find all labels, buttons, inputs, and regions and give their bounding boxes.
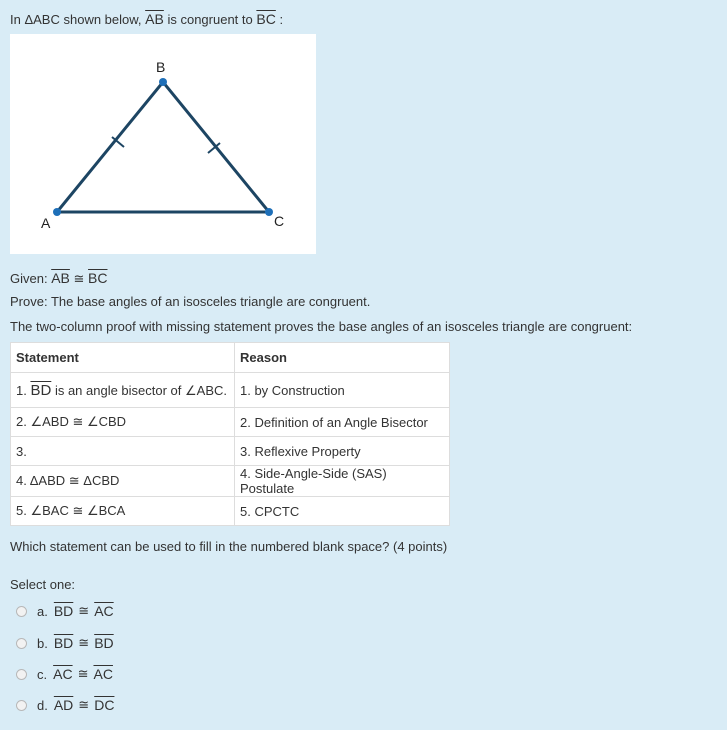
option-left-segment: $\overline{BD}$ (53, 635, 74, 651)
congruent-symbol: ≅ (78, 603, 90, 618)
option-left-segment: $\overline{AD}$ (53, 697, 74, 713)
statement-cell: 2. ∠ABD ≅ ∠CBD (11, 408, 235, 437)
option-letter: a. (37, 603, 48, 619)
label-a: A (41, 215, 51, 231)
question-text: Which statement can be used to fill in the numbered blank space? (4 points) (10, 539, 448, 554)
radio-button-a[interactable] (16, 606, 27, 617)
triangle-diagram (10, 34, 316, 254)
option-right-segment: $\overline{BD}$ (94, 635, 114, 651)
option-b[interactable] (16, 633, 114, 653)
congruent-symbol: ≅ (78, 635, 90, 650)
statement-cell: 4. ΔABD ≅ ΔCBD (11, 466, 235, 497)
option-d[interactable] (16, 695, 114, 715)
segment-bd: $\overline{BD}$ (30, 381, 52, 399)
radio-button-c[interactable] (16, 669, 27, 680)
table-header-row (11, 343, 450, 373)
intro-prefix: In ΔABC shown below, (10, 12, 142, 27)
congruent-symbol: ≅ (78, 697, 90, 712)
option-a[interactable] (16, 601, 114, 621)
option-letter: c. (37, 666, 48, 682)
triangle-figure (10, 34, 316, 254)
intro-segment-bc: $\overline{BC}$ (256, 11, 276, 27)
statement-header: Statement (11, 343, 235, 373)
proof-description: The two-column proof with missing statement proves the base angles of an isosceles triangle are congruent: (10, 319, 633, 334)
label-c: C (274, 213, 285, 229)
option-right-segment: $\overline{AC}$ (93, 666, 113, 682)
table-row (11, 497, 450, 526)
radio-button-d[interactable] (16, 700, 27, 711)
option-letter: d. (37, 697, 48, 713)
given-label: Given: (10, 271, 48, 286)
point-c (265, 208, 273, 216)
proof-table (10, 342, 450, 526)
reason-cell: 2. Definition of an Angle Bisector (235, 408, 450, 437)
table-row (11, 408, 450, 437)
table-row (11, 466, 450, 497)
option-right-segment: $\overline{AC}$ (94, 603, 114, 619)
intro-segment-ab: $\overline{AB}$ (145, 11, 164, 27)
option-c[interactable] (16, 664, 113, 684)
statement-cell: 1. $\overline{BD}$ is an angle bisector of ∠ABC. (11, 373, 235, 408)
intro-text (10, 11, 283, 27)
given-segment-ab: $\overline{AB}$ (51, 270, 70, 286)
reason-cell: 4. Side-Angle-Side (SAS) Postulate (235, 466, 450, 497)
reason-header: Reason (235, 343, 450, 373)
prove-statement: Prove: The base angles of an isosceles triangle are congruent. (10, 294, 371, 309)
table-row (11, 373, 450, 408)
triangle-abc (57, 82, 269, 212)
congruent-symbol: ≅ (77, 666, 89, 681)
reason-cell: 3. Reflexive Property (235, 437, 450, 466)
given-segment-bc: $\overline{BC}$ (88, 270, 108, 286)
given-statement (10, 270, 108, 287)
intro-middle: is congruent to (167, 12, 253, 27)
label-b: B (156, 59, 166, 75)
reason-cell: 5. CPCTC (235, 497, 450, 526)
point-a (53, 208, 61, 216)
option-letter: b. (37, 635, 48, 651)
table-row (11, 437, 450, 466)
statement-cell: 3. (11, 437, 235, 466)
point-b (159, 78, 167, 86)
option-left-segment: $\overline{BD}$ (53, 603, 74, 619)
select-one-label: Select one: (10, 577, 76, 592)
option-left-segment: $\overline{AC}$ (53, 666, 73, 682)
intro-suffix: : (279, 12, 284, 27)
statement-cell: 5. ∠BAC ≅ ∠BCA (11, 497, 235, 526)
option-right-segment: $\overline{DC}$ (94, 697, 115, 713)
radio-button-b[interactable] (16, 638, 27, 649)
congruent-symbol: ≅ (73, 271, 85, 286)
reason-cell: 1. by Construction (235, 373, 450, 408)
